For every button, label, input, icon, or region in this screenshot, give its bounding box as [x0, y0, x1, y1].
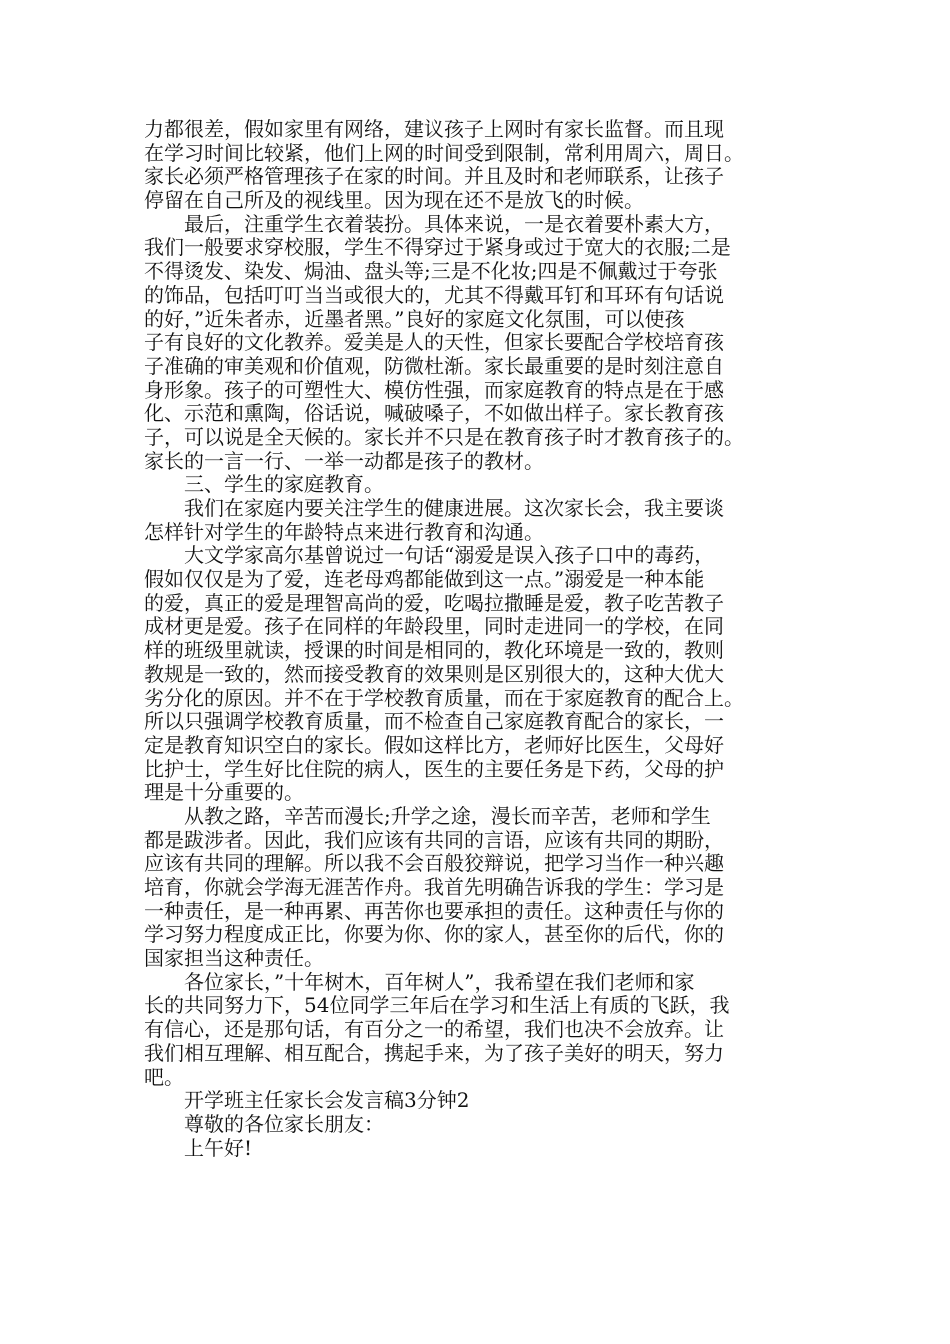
salutation [144, 1113, 812, 1137]
text-line: 国家担当这种责任。 [144, 946, 324, 971]
text-line: 我们在家庭内要关注学生的健康进展。这次家长会，我主要谈 [144, 496, 724, 520]
paragraph [144, 213, 812, 474]
text-line: 定是教育知识空白的家长。假如这样比方，老师好比医生，父母好 [144, 732, 724, 757]
paragraph [144, 544, 812, 805]
text-line: 的饰品，包括叮叮当当或很大的，尤其不得戴耳钉和耳环有句话说 [144, 282, 724, 307]
text-line: 都是跋涉者。因此，我们应该有共同的言语，应该有共同的期盼， [144, 827, 724, 852]
text-line: 家长必须严格管理孩子在家的时间。并且及时和老师联系，让孩子 [144, 164, 724, 189]
text-line: 教规是一致的，然而接受教育的效果则是区别很大的，这种大优大 [144, 661, 724, 686]
text-line: 比护士，学生好比住院的病人，医生的主要任务是下药，父母的护 [144, 756, 724, 781]
text-line: 所以只强调学校教育质量，而不检查自己家庭教育配合的家长，一 [144, 709, 724, 734]
paragraph [144, 497, 812, 544]
paragraph [144, 805, 812, 971]
greeting [144, 1137, 812, 1161]
text-line: 最后，注重学生衣着装扮。具体来说，一是衣着要朴素大方， [144, 211, 724, 236]
text-line: 吧。 [144, 1064, 184, 1089]
text-line: 三、学生的家庭教育。 [144, 472, 384, 497]
text-line: 我们相互理解、相互配合，携起手来，为了孩子美好的明天，努力 [144, 1040, 724, 1065]
text-line: 培育，你就会学海无涯苦作舟。我首先明确告诉我的学生：学习是 [144, 875, 724, 899]
section-heading [144, 473, 812, 497]
text-line: 尊敬的各位家长朋友： [144, 1111, 384, 1136]
text-line: 从教之路，辛苦而漫长;升学之途，漫长而辛苦，老师和学生 [144, 803, 711, 828]
text-line: 子，可以说是全天候的。家长并不只是在教育孩子时才教育孩子的。 [144, 424, 744, 449]
text-line: 不得烫发、染发、焗油、盘头等;三是不化妆;四是不佩戴过于夸张 [144, 259, 718, 284]
text-line: 的好，”近朱者赤，近墨者黑。”良好的家庭文化氛围，可以使孩 [144, 306, 685, 331]
text-line: 子有良好的文化教养。爱美是人的天性，但家长要配合学校培育孩 [144, 330, 724, 355]
text-line: 大文学家高尔基曾说过一句话“溺爱是误入孩子口中的毒药， [144, 543, 715, 568]
text-line: 在学习时间比较紧，他们上网的时间受到限制，常利用周六，周日。 [144, 140, 744, 165]
body-text [144, 118, 812, 1160]
text-line: 应该有共同的理解。所以我不会百般狡辩说，把学习当作一种兴趣 [144, 851, 724, 876]
text-line: 我们一般要求穿校服，学生不得穿过于紧身或过于宽大的衣服;二是 [144, 235, 731, 260]
text-line: 学习努力程度成正比，你要为你、你的家人，甚至你的后代，你的 [144, 922, 724, 947]
text-line: 上午好! [144, 1135, 253, 1160]
text-line: 成材更是爱。孩子在同样的年龄段里，同时走进同一的学校，在同 [144, 614, 724, 639]
text-line: 样的班级里就读，授课的时间是相同的，教化环境是一致的，教则 [144, 638, 724, 663]
text-line: 怎样针对学生的年龄特点来进行教育和沟通。 [144, 519, 544, 544]
document-title [144, 1089, 812, 1113]
text-line: 各位家长，”十年树木，百年树人”，我希望在我们老师和家 [144, 969, 695, 994]
text-line: 力都很差，假如家里有网络，建议孩子上网时有家长监督。而且现 [144, 117, 724, 141]
text-line: 开学班主任家长会发言稿3分钟2 [144, 1088, 470, 1113]
paragraph [144, 971, 812, 1089]
text-line: 子准确的审美观和价值观，防微杜渐。家长最重要的是时刻注意自 [144, 353, 724, 378]
text-line: 有信心，还是那句话，有百分之一的希望，我们也决不会放弃。让 [144, 1017, 724, 1042]
text-line: 的爱，真正的爱是理智高尚的爱，吃喝拉撒睡是爱，教子吃苦教子 [144, 590, 724, 615]
text-line: 身形象。孩子的可塑性大、模仿性强，而家庭教育的特点是在于感 [144, 377, 724, 402]
text-line: 劣分化的原因。并不在于学校教育质量，而在于家庭教育的配合上。 [144, 685, 744, 710]
paragraph [144, 118, 812, 213]
text-line: 化、示范和熏陶，俗话说，喊破嗓子，不如做出样子。家长教育孩 [144, 401, 724, 426]
text-line: 理是十分重要的。 [144, 780, 304, 805]
text-line: 停留在自己所及的视线里。因为现在还不是放飞的时候。 [144, 188, 644, 213]
text-line: 长的共同努力下，54位同学三年后在学习和生活上有质的飞跃，我 [144, 993, 730, 1018]
text-line: 一种责任，是一种再累、再苦你也要承担的责任。这种责任与你的 [144, 898, 724, 923]
text-line: 假如仅仅是为了爱，连老母鸡都能做到这一点。”溺爱是一种本能 [144, 567, 705, 592]
text-line: 家长的一言一行、一举一动都是孩子的教材。 [144, 448, 544, 473]
